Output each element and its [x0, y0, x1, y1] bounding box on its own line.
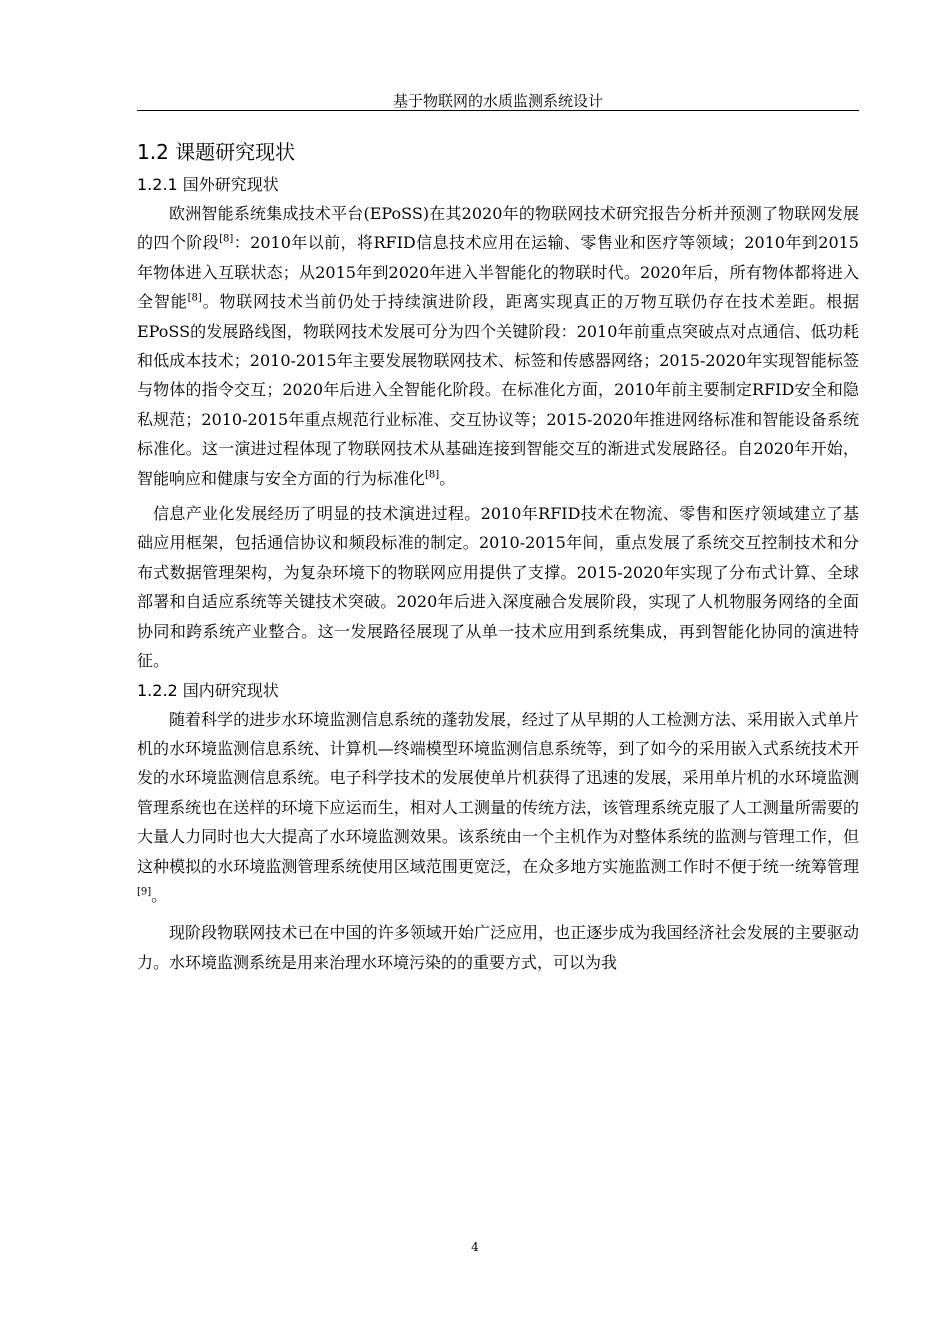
paragraph-foreign-1 [137, 199, 859, 493]
text-span: 。 [439, 468, 456, 488]
paragraph-foreign-2: 信息产业化发展经历了明显的技术演进过程。2010年RFID技术在物流、零售和医疗领域建立了基础应用框架，包括通信协议和频段标准的制定。2010-2015年间，重点发展了系统交互控制技术和分布式数据管理架构，为复杂环境下的物联网应用提供了支撑。2015-2020年实现了分布式计算、全球部署和自适应系统等关键技术突破。2020年后进入深度融合发展阶段，实现了人机物服务网络的全面协同和跨系统产业整合。这一发展路径展现了从单一技术应用到系统集成，再到智能化协同的演进特征。 [137, 504, 859, 671]
citation-ref: [8] [219, 234, 234, 246]
subsection-heading-foreign: 1.2.1 国外研究现状 [137, 175, 279, 194]
header-rule [137, 110, 859, 111]
running-header: 基于物联网的水质监测系统设计 [392, 92, 603, 110]
citation-ref: [8] [187, 292, 202, 304]
paragraph-domestic-2: 现阶段物联网技术已在中国的许多领域开始广泛应用，也正逐步成为我国经济社会发展的主要驱动力。水环境监测系统是用来治理水环境污染的的重要方式，可以为我 [137, 923, 859, 972]
subsection-heading-domestic: 1.2.2 国内研究现状 [137, 680, 279, 700]
text-span: 。物联网技术当前仍处于持续演进阶段，距离实现真正的万物互联仍存在技术差距。根据EPoSS的发展路线图，物联网技术发展可分为四个关键阶段：2010年前重点突破点对点通信、低功耗和低成本技术；2010-2015年主要发展物联网技术、标签和传感器网络；2015-2020年实现智能标签与物体的指令交互；2020年后进入全智能化阶段。在标准化方面，2010年前主要制定RFID安全和隐私规范；2010-2015年重点规范行业标准、交互协议等；2015-2020年推进网络标准和智能设备系统标准化。这一演进过程体现了物联网技术从基础连接到智能交互的渐进式发展路径。自2020年开始，智能响应和健康与安全方面的行为标准化 [137, 292, 859, 488]
citation-ref: [9] [137, 886, 152, 898]
section-heading: 1.2 课题研究现状 [137, 140, 296, 164]
page-number: 4 [471, 1240, 479, 1254]
text-span: 。 [151, 885, 168, 905]
text-span: ：2010年以前，将RFID信息技术应用在运输、零售业和医疗等领域；2010年到2015年物体进入互联状态；从2015年到2020年进入半智能化的物联时代。2020年后，所有物体都将进入全智能 [137, 233, 859, 312]
paragraph-domestic-1 [137, 705, 859, 911]
citation-ref: [8] [425, 469, 440, 481]
page-content [137, 134, 859, 977]
text-span: 欧洲智能系统集成技术平台(EPoSS)在其2020年的物联网技术研究报告分析并预测了物联网发展的四个阶段 [137, 204, 859, 253]
text-span: 随着科学的进步水环境监测信息系统的蓬勃发展，经过了从早期的人工检测方法、采用嵌入式单片机的水环境监测信息系统、计算机—终端模型环境监测信息系统等，到了如今的采用嵌入式系统技术开发的水环境监测信息系统。电子科学技术的发展使单片机获得了迅速的发展，采用单片机的水环境监测管理系统也在送样的环境下应运而生，相对人工测量的传统方法，该管理系统克服了人工测量所需要的大量人力同时也大大提高了水环境监测效果。该系统由一个主机作为对整体系统的监测与管理工作，但这种模拟的水环境监测管理系统使用区域范围更宽泛，在众多地方实施监测工作时不便于统一统筹管理 [137, 709, 859, 876]
